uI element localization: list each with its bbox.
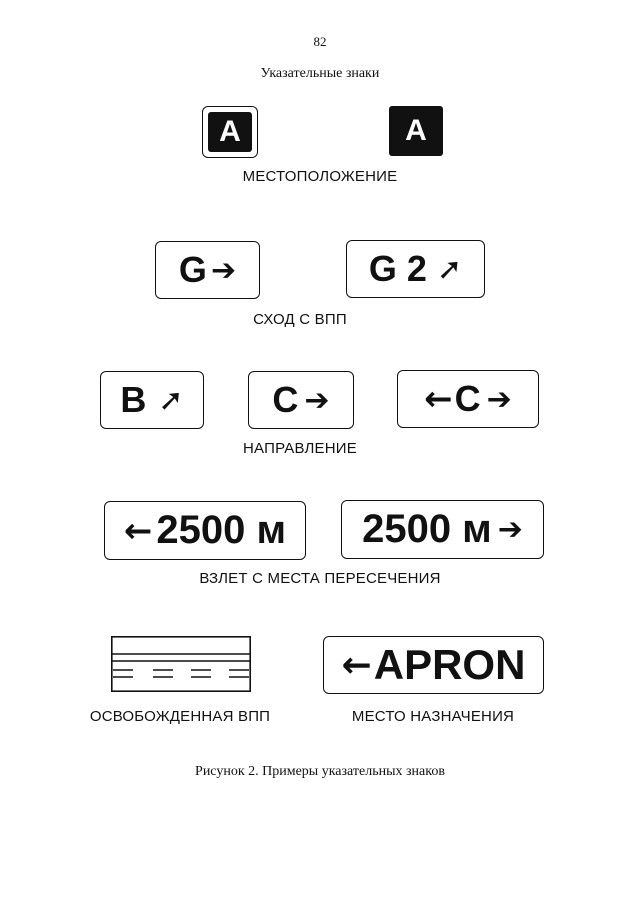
figure-caption: Рисунок 2. Примеры указательных знаков [195, 764, 445, 779]
takeoff-sign-right [341, 500, 544, 559]
arrow-up-right-icon: ➚ [436, 251, 463, 287]
location-sign-letter: A [405, 114, 427, 147]
sign-text: C [454, 378, 481, 419]
location-sign-letter: A [219, 115, 241, 148]
location-label: МЕСТОПОЛОЖЕНИЕ [242, 168, 398, 185]
arrow-right-icon: ➔ [486, 381, 512, 417]
direction-sign-c [248, 371, 354, 429]
arrow-right-icon: ➔ [210, 252, 237, 288]
takeoff-sign-left [104, 501, 306, 560]
direction-sign-c-both [397, 370, 539, 428]
sign-border [112, 637, 250, 691]
destination-sign-apron [323, 636, 544, 694]
runway-exit-sign-g2 [346, 240, 485, 298]
arrow-left-icon: ← [123, 510, 153, 551]
arrow-right-icon: ➔ [497, 512, 523, 547]
destination-label: МЕСТО НАЗНАЧЕНИЯ [351, 708, 515, 725]
location-sign-outlined [202, 106, 258, 158]
arrow-up-right-icon: ➚ [158, 382, 184, 418]
arrow-left-icon: ← [341, 644, 372, 686]
page-number: 82 [313, 34, 327, 49]
runway-vacated-sign [111, 636, 251, 692]
sign-text: C [272, 379, 299, 420]
sign-text: B [120, 379, 147, 420]
sign-text: 2500 м [362, 507, 492, 551]
sign-text: G 2 [368, 248, 427, 289]
runway-vacated-label: ОСВОБОЖДЕННАЯ ВПП [89, 708, 271, 725]
runway-exit-sign-g [155, 241, 260, 299]
sign-text: G [178, 249, 207, 290]
direction-sign-b [100, 371, 204, 429]
sign-text: APRON [373, 641, 526, 688]
sign-text: 2500 м [156, 508, 287, 552]
page-title: Указательные знаки [260, 66, 380, 81]
runway-exit-label: СХОД С ВПП [253, 311, 347, 328]
location-sign-solid [389, 106, 443, 156]
arrow-right-icon: ➔ [304, 382, 330, 418]
direction-label: НАПРАВЛЕНИЕ [243, 440, 357, 457]
takeoff-label: ВЗЛЕТ С МЕСТА ПЕРЕСЕЧЕНИЯ [199, 570, 441, 587]
arrow-left-icon: ← [424, 379, 453, 419]
